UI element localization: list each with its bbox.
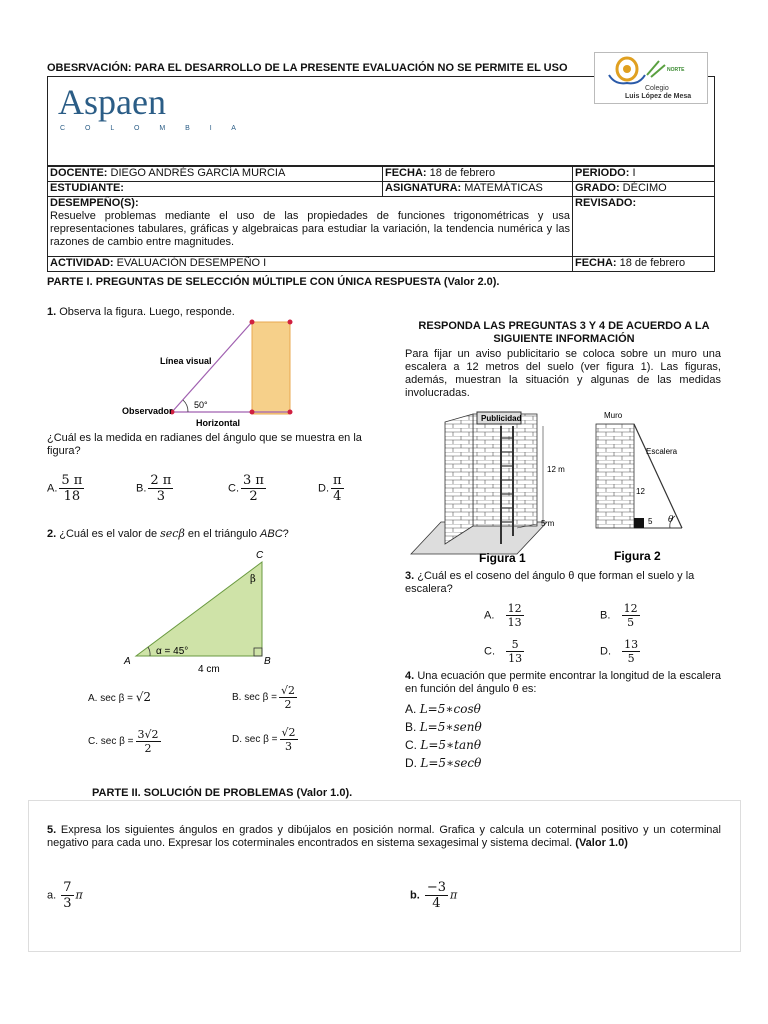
q4-option-b[interactable]: B. L=5∗senθ: [405, 720, 482, 734]
fig1-width: 5 m: [541, 519, 555, 528]
q4-option-c[interactable]: C. L=5∗tanθ: [405, 738, 482, 752]
q1-option-d[interactable]: D. $\frac{\pi}{4}$: [318, 473, 342, 504]
q3-heading: 3. ¿Cuál es el coseno del ángulo θ que forman el suelo y la escalera?: [405, 570, 695, 595]
q1-fig-observador: Observador: [122, 406, 173, 416]
info-table: [47, 166, 715, 272]
q1-figure: [118, 318, 298, 428]
q1-fig-angle: 50°: [194, 400, 208, 410]
q4-heading: 4. Una ecuación que permite encontrar la longitud de la escalera en función del ángulo θ es:: [405, 670, 721, 695]
part2-title: PARTE II. SOLUCIÓN DE PROBLEMAS (Valor 1.0).: [92, 787, 353, 799]
fig2-muro: Muro: [604, 411, 623, 420]
periodo-value: I: [632, 167, 636, 179]
q1-fig-linea: Línea visual: [160, 356, 212, 366]
q2-option-c[interactable]: C. sec β = $\frac{3√2}{2}$: [88, 728, 159, 755]
q2-fig-c: C: [256, 550, 264, 561]
q2-triangle-figure: [120, 546, 280, 678]
q4-option-d[interactable]: D. L=5∗secθ: [405, 756, 482, 770]
q1-question: ¿Cuál es la medida en radianes del ángulo que se muestra en la figura?: [47, 432, 362, 457]
fig2-theta: θ: [668, 515, 674, 525]
q1-fig-horizontal: Horizontal: [196, 418, 240, 428]
part1-title: PARTE I. PREGUNTAS DE SELECCIÓN MÚLTIPLE CON ÚNICA RESPUESTA (Valor 2.0).: [47, 276, 500, 288]
grado-value: DÉCIMO: [622, 182, 667, 194]
q2-fig-b: B: [264, 656, 271, 667]
asignatura-cell: ASIGNATURA: MATEMÁTICAS: [383, 182, 573, 197]
revisado-cell: REVISADO:: [573, 197, 715, 257]
q2-fig-side: 4 cm: [198, 664, 220, 675]
svg-text:NORTE: NORTE: [667, 67, 685, 73]
actividad-cell: ACTIVIDAD: EVALUACIÓN DESEMPEÑO I: [48, 257, 573, 272]
q2-option-d[interactable]: D. sec β = $\frac{√2}{3}$: [232, 726, 296, 753]
q1-option-b[interactable]: B. $\frac{2 \pi}{3}$: [136, 473, 172, 504]
fig2-escalera: Escalera: [646, 447, 678, 456]
fecha2-cell: FECHA: 18 de febrero: [573, 257, 715, 272]
docente-cell: DOCENTE: DIEGO ANDRÉS GARCÍA MURCIA: [48, 167, 383, 182]
fecha-cell: FECHA: 18 de febrero: [383, 167, 573, 182]
figure-2: [590, 404, 722, 568]
q2-option-b[interactable]: B. sec β = $\frac{√2}{2}$: [232, 684, 295, 711]
fecha2-value: 18 de febrero: [619, 257, 686, 269]
grado-cell: GRADO: DÉCIMO: [573, 182, 715, 197]
q1-option-a[interactable]: A. $\frac{5 \pi}{18}$: [47, 473, 83, 504]
part2-box: [28, 800, 741, 952]
q2-fig-beta: β: [250, 574, 256, 585]
q2-option-a[interactable]: A. sec β = √2: [88, 690, 151, 704]
right-title: RESPONDA LAS PREGUNTAS 3 Y 4 DE ACUERDO A LA SIGUIENTE INFORMACIÓN: [418, 320, 710, 345]
fig2-width: 5: [648, 517, 653, 526]
right-context: Para fijar un aviso publicitario se coloca sobre un muro una escalera a 12 metros del suelo (ver figura 1). Las figuras, además, muestran la situación y algunas de las medidas involucradas.: [405, 348, 721, 399]
q5-item-b: b. $\frac{-3}{4}$ π: [410, 880, 458, 911]
q5-item-a: a. $\frac{7}{3}$ π: [47, 880, 83, 911]
desempeno-text: Resuelve problemas mediante el uso de las propiedades de funciones trigonométricas y usa representaciones tabulares, gráficas y algebraicas para estudiar la variación, la tendencia numérica y las razones de cambio entre magnitudes.: [50, 210, 570, 248]
fig1-caption: Figura 1: [479, 551, 526, 565]
q2-fig-alpha: α = 45°: [156, 646, 189, 657]
docente-value: DIEGO ANDRÉS GARCÍA MURCIA: [110, 167, 286, 179]
q3-option-b[interactable]: B. $\frac{12}{5}$: [600, 602, 638, 629]
asignatura-value: MATEMÁTICAS: [464, 182, 543, 194]
q1-option-c[interactable]: C. $\frac{3 \pi}{2}$: [228, 473, 264, 504]
periodo-cell: PERIODO: I: [573, 167, 715, 182]
notice: OBESRVACIÓN: PARA EL DESARROLLO DE LA PRESENTE EVALUACIÓN NO SE PERMITE EL USO: [47, 62, 568, 74]
figure-1: [405, 404, 585, 568]
actividad-value: EVALUACIÓN DESEMPEÑO I: [116, 257, 267, 269]
school-name-line1: Colegio: [645, 85, 669, 92]
desempeno-cell: DESEMPEÑO(S): Resuelve problemas mediante el uso de las propiedades de funciones trigonométricas y usa representaciones tabulares, gráficas y algebraicas para estudiar la variación, la tendencia numérica y las razones de cambio entre magnitudes.: [48, 197, 573, 257]
aspaen-logo: Aspaen: [58, 82, 166, 122]
q5-heading: 5. Expresa los siguientes ángulos en grados y dibújalos en posición normal. Grafica y calcula un coterminal positivo y un coterminal negativo para cada uno. Expresar los coterminales encontrados en sistema sexagesimal y sistema decimal. (Valor 1.0): [47, 824, 721, 849]
school-logo: [594, 52, 708, 104]
fig1-height: 12 m: [547, 465, 565, 474]
estudiante-cell: ESTUDIANTE:: [48, 182, 383, 197]
q1-heading: 1. Observa la figura. Luego, responde.: [47, 306, 235, 318]
q3-option-c[interactable]: C. $\frac{5}{13}$: [484, 638, 523, 665]
fig2-height: 12: [636, 487, 645, 496]
aspaen-country: C O L O M B I A: [60, 125, 245, 132]
fig1-sign: Publicidad: [481, 414, 522, 423]
school-name-line2: Luis López de Mesa: [625, 93, 692, 100]
fecha-value: 18 de febrero: [429, 167, 496, 179]
q3-option-a[interactable]: A. $\frac{12}{13}$: [484, 602, 522, 629]
q4-option-a[interactable]: A. L=5∗cosθ: [405, 702, 481, 716]
q2-fig-a: A: [124, 656, 131, 667]
fig2-caption: Figura 2: [614, 549, 661, 563]
q3-option-d[interactable]: D. $\frac{13}{5}$: [600, 638, 639, 665]
q2-heading: 2. ¿Cuál es el valor de secβ en el triángulo ABC?: [47, 527, 289, 540]
